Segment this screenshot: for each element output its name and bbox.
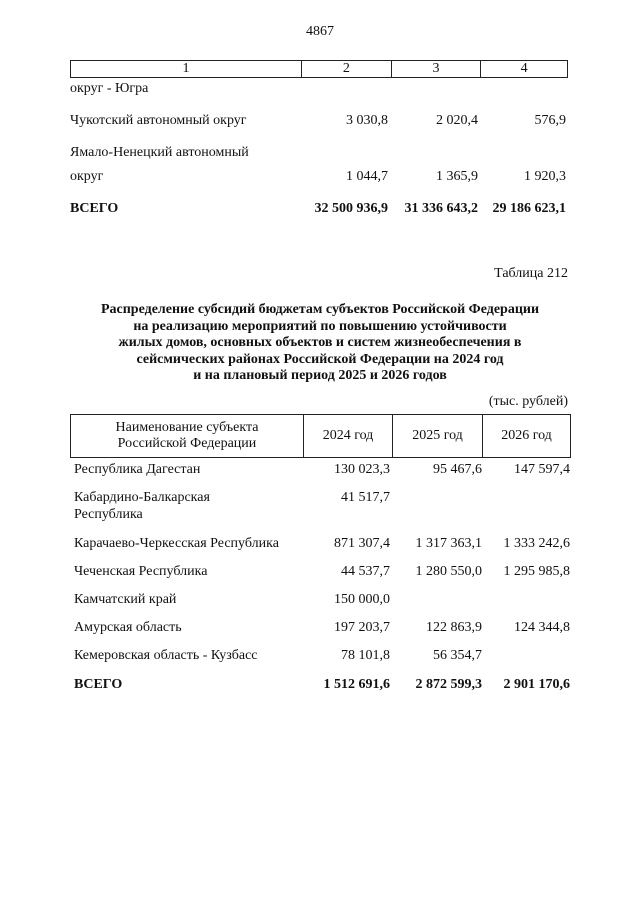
- row-name: Амурская область: [74, 620, 182, 635]
- total-value-2024: 32 500 936,9: [314, 201, 388, 216]
- top-header-col-1: 1: [71, 61, 302, 77]
- title-line: сейсмических районах Российской Федерации на 2024 год: [136, 351, 504, 367]
- table-row: [70, 168, 568, 186]
- total-value-2025: 31 336 643,2: [404, 201, 478, 216]
- row-name-line1: Кабардино-Балкарская: [74, 490, 210, 505]
- header-2025: 2025 год: [393, 415, 483, 457]
- row-value-2025: 122 863,9: [426, 620, 482, 635]
- title-line: на реализацию мероприятий по повышению устойчивости: [133, 318, 507, 334]
- row-value-2026: 1 295 985,8: [503, 564, 570, 579]
- top-header-col-4: 4: [520, 61, 528, 76]
- total-row: [70, 200, 568, 218]
- table-title: [60, 302, 580, 385]
- row-value-2024: 3 030,8: [346, 113, 388, 128]
- row-name: Карачаево-Черкесская Республика: [74, 536, 279, 551]
- total-value-2024: 1 512 691,6: [323, 677, 390, 692]
- row-value-2026: 1 333 242,6: [503, 536, 570, 551]
- total-label: ВСЕГО: [70, 201, 119, 216]
- row-name: Кемеровская область - Кузбасс: [74, 648, 258, 663]
- table-row: [70, 112, 568, 130]
- row-name: Чукотский автономный округ: [70, 113, 247, 128]
- header-region: [71, 415, 304, 457]
- row-value-2025: 1 365,9: [436, 169, 478, 184]
- header-2026: 2026 год: [501, 428, 552, 443]
- top-table-header: [70, 60, 568, 78]
- row-value-2024: 1 044,7: [346, 169, 388, 184]
- top-header-col-3: 3: [392, 61, 482, 77]
- row-name: округ - Югра: [70, 81, 149, 96]
- table-row: [70, 144, 568, 162]
- row-name: [74, 489, 302, 523]
- total-label: ВСЕГО: [74, 677, 123, 692]
- row-value-2026: 124 344,8: [514, 620, 570, 635]
- table-caption: Таблица 212: [494, 266, 568, 281]
- row-value-2026: 147 597,4: [514, 462, 570, 477]
- row-name-line2: Республика: [74, 507, 143, 522]
- row-value-2024: 197 203,7: [334, 620, 390, 635]
- top-header-col-2: 2: [302, 61, 392, 77]
- header-region-line2: Российской Федерации: [117, 436, 257, 451]
- row-value-2025: 2 020,4: [436, 113, 478, 128]
- row-value-2024: 150 000,0: [334, 592, 390, 607]
- row-name: округ: [70, 169, 104, 184]
- title-line: жилых домов, основных объектов и систем жизнеобеспечения в: [118, 335, 522, 350]
- row-name: Чеченская Республика: [74, 564, 208, 579]
- total-value-2026: 2 901 170,6: [503, 677, 570, 692]
- total-value-2026: 29 186 623,1: [492, 201, 566, 216]
- row-value-2025: 56 354,7: [433, 648, 482, 663]
- page-number: 4867: [306, 24, 334, 39]
- row-value-2025: 1 280 550,0: [415, 564, 482, 579]
- title-line: Распределение субсидий бюджетам субъектов Российской Федерации: [100, 302, 540, 317]
- row-value-2025: 95 467,6: [433, 462, 482, 477]
- units-label: (тыс. рублей): [488, 394, 568, 409]
- row-value-2024: 130 023,3: [334, 462, 390, 477]
- row-value-2025: 1 317 363,1: [415, 536, 482, 551]
- row-value-2026: 576,9: [534, 113, 566, 128]
- row-name: Камчатский край: [74, 592, 177, 607]
- row-value-2024: 41 517,7: [341, 490, 390, 505]
- total-value-2025: 2 872 599,3: [415, 677, 482, 692]
- row-value-2024: 871 307,4: [334, 536, 390, 551]
- table-header: [70, 414, 571, 458]
- row-value-2024: 44 537,7: [341, 564, 390, 579]
- row-name: Республика Дагестан: [74, 462, 201, 477]
- header-region-line1: Наименование субъекта: [115, 420, 259, 435]
- row-value-2026: 1 920,3: [524, 169, 566, 184]
- row-value-2024: 78 101,8: [341, 648, 390, 663]
- table-row: [70, 80, 568, 98]
- title-line: и на плановый период 2025 и 2026 годов: [193, 368, 447, 383]
- row-name: Ямало-Ненецкий автономный: [70, 145, 249, 160]
- header-2024: 2024 год: [304, 415, 393, 457]
